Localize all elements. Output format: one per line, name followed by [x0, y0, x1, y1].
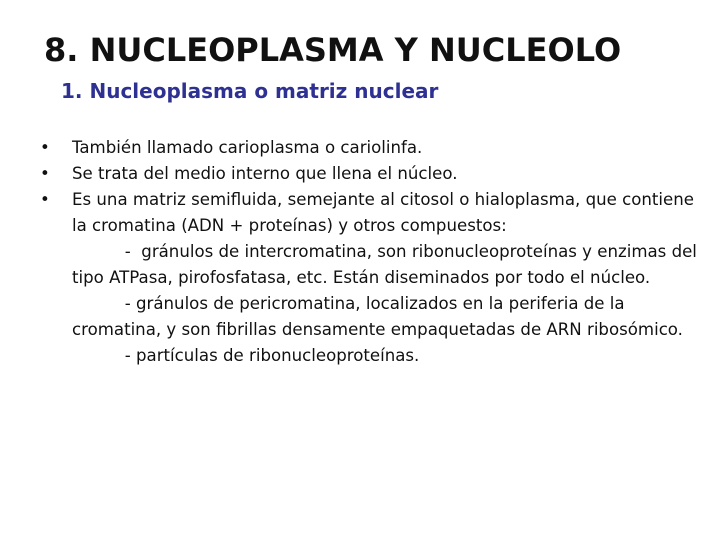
- slide-subtitle: 1. Nucleoplasma o matriz nuclear: [61, 79, 439, 103]
- slide-title: 8. NUCLEOPLASMA Y NUCLEOLO: [44, 31, 622, 69]
- bullet-item: [40, 161, 700, 187]
- bullet-text: Se trata del medio interno que llena el núcleo.: [72, 164, 458, 183]
- bullet-item: [40, 135, 700, 161]
- sub-item-intercromatina: - gránulos de intercromatina, son ribonucleoproteínas y enzimas del tipo ATPasa, pirofosfatasa, etc. Están diseminados por todo el núcleo.: [72, 242, 703, 287]
- bullet-item: [40, 187, 703, 369]
- bullet-dot-icon: •: [40, 164, 50, 183]
- bullet-list: [40, 135, 703, 369]
- bullet-dot-icon: •: [40, 138, 50, 157]
- sub-item-particulas: - partículas de ribonucleoproteínas.: [72, 346, 420, 365]
- bullet-text: También llamado carioplasma o cariolinfa.: [72, 138, 423, 157]
- sub-item-pericromatina: - gránulos de pericromatina, localizados en la periferia de la cromatina, y son fibrillas densamente empaquetadas de ARN ribosómico.: [72, 294, 683, 339]
- bullet-text: Es una matriz semifluida, semejante al citosol o hialoplasma, que contiene la cromatina (ADN + proteínas) y otros compuestos:: [72, 190, 700, 235]
- bullet-dot-icon: •: [40, 190, 50, 209]
